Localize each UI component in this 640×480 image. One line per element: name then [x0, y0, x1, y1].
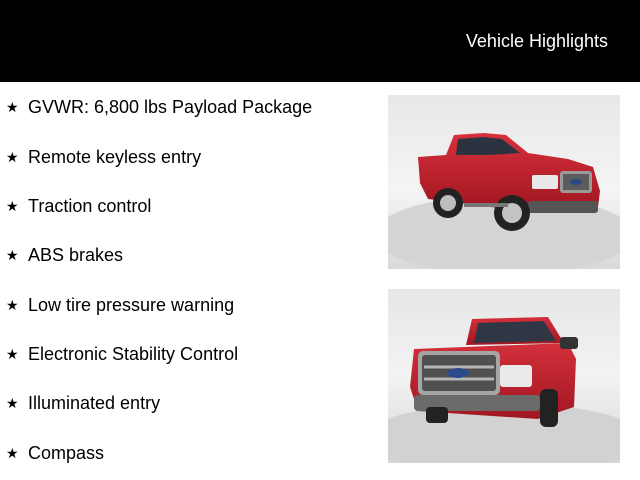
feature-item	[6, 243, 123, 267]
feature-label: Remote keyless entry	[28, 147, 202, 167]
feature-item	[6, 293, 234, 317]
feature-label: Traction control	[28, 196, 152, 216]
star-icon: ★	[6, 198, 19, 214]
star-icon: ★	[6, 297, 19, 313]
feature-item	[6, 342, 238, 366]
feature-label: ABS brakes	[28, 245, 124, 265]
feature-item	[6, 95, 312, 119]
star-icon: ★	[6, 395, 19, 411]
header-bar	[0, 0, 640, 82]
feature-item	[6, 194, 151, 218]
feature-label: Electronic Stability Control	[28, 344, 239, 364]
star-icon: ★	[6, 346, 19, 362]
star-icon: ★	[6, 445, 19, 461]
star-icon: ★	[6, 247, 19, 263]
star-icon: ★	[6, 149, 19, 165]
feature-label: Low tire pressure warning	[28, 295, 235, 315]
feature-label: Illuminated entry	[28, 393, 161, 413]
feature-item	[6, 441, 104, 465]
vehicle-photo-front[interactable]	[388, 289, 620, 463]
vehicle-photo-side[interactable]	[388, 95, 620, 269]
feature-label: Compass	[28, 443, 105, 463]
feature-item	[6, 145, 201, 169]
star-icon: ★	[6, 99, 19, 115]
page-title: Vehicle Highlights	[465, 31, 608, 51]
feature-item	[6, 391, 160, 415]
feature-label: GVWR: 6,800 lbs Payload Package	[28, 97, 313, 117]
